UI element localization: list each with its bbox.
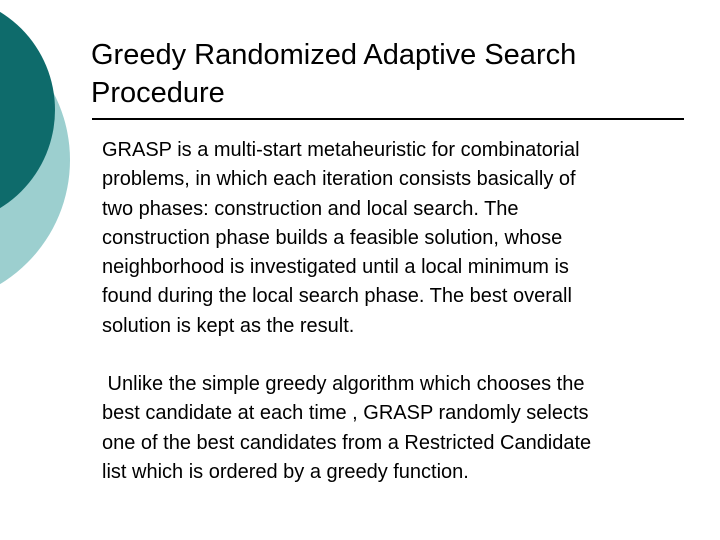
paragraph-1-line: problems, in which each iteration consists basically of (102, 168, 576, 191)
paragraph-1-line: GRASP is a multi-start metaheuristic for combinatorial (102, 139, 580, 161)
paragraph-1-line: found during the local search phase. The best overall (102, 285, 572, 308)
paragraph-1-line: construction phase builds a feasible solution, whose (102, 226, 563, 249)
title-line: Greedy Randomized Adaptive Search (91, 39, 577, 71)
paragraph-2-line: list which is ordered by a greedy function. (102, 460, 469, 483)
paragraph-1-line: two phases: construction and local search. The (102, 197, 519, 220)
title-line: Procedure (91, 77, 225, 109)
decorative-circles (0, 0, 80, 290)
paragraph-1-line: neighborhood is investigated until a local minimum is (102, 256, 569, 279)
slide-title (91, 36, 691, 112)
slide-body (102, 136, 702, 487)
title-underline (92, 118, 684, 120)
paragraph-2-line: one of the best candidates from a Restricted Candidate (102, 431, 592, 454)
paragraph-1-line: solution is kept as the result. (102, 314, 355, 337)
paragraph-2-line: Unlike the simple greedy algorithm which chooses the (102, 373, 585, 396)
paragraph-2-line: best candidate at each time , GRASP randomly selects (102, 402, 589, 425)
